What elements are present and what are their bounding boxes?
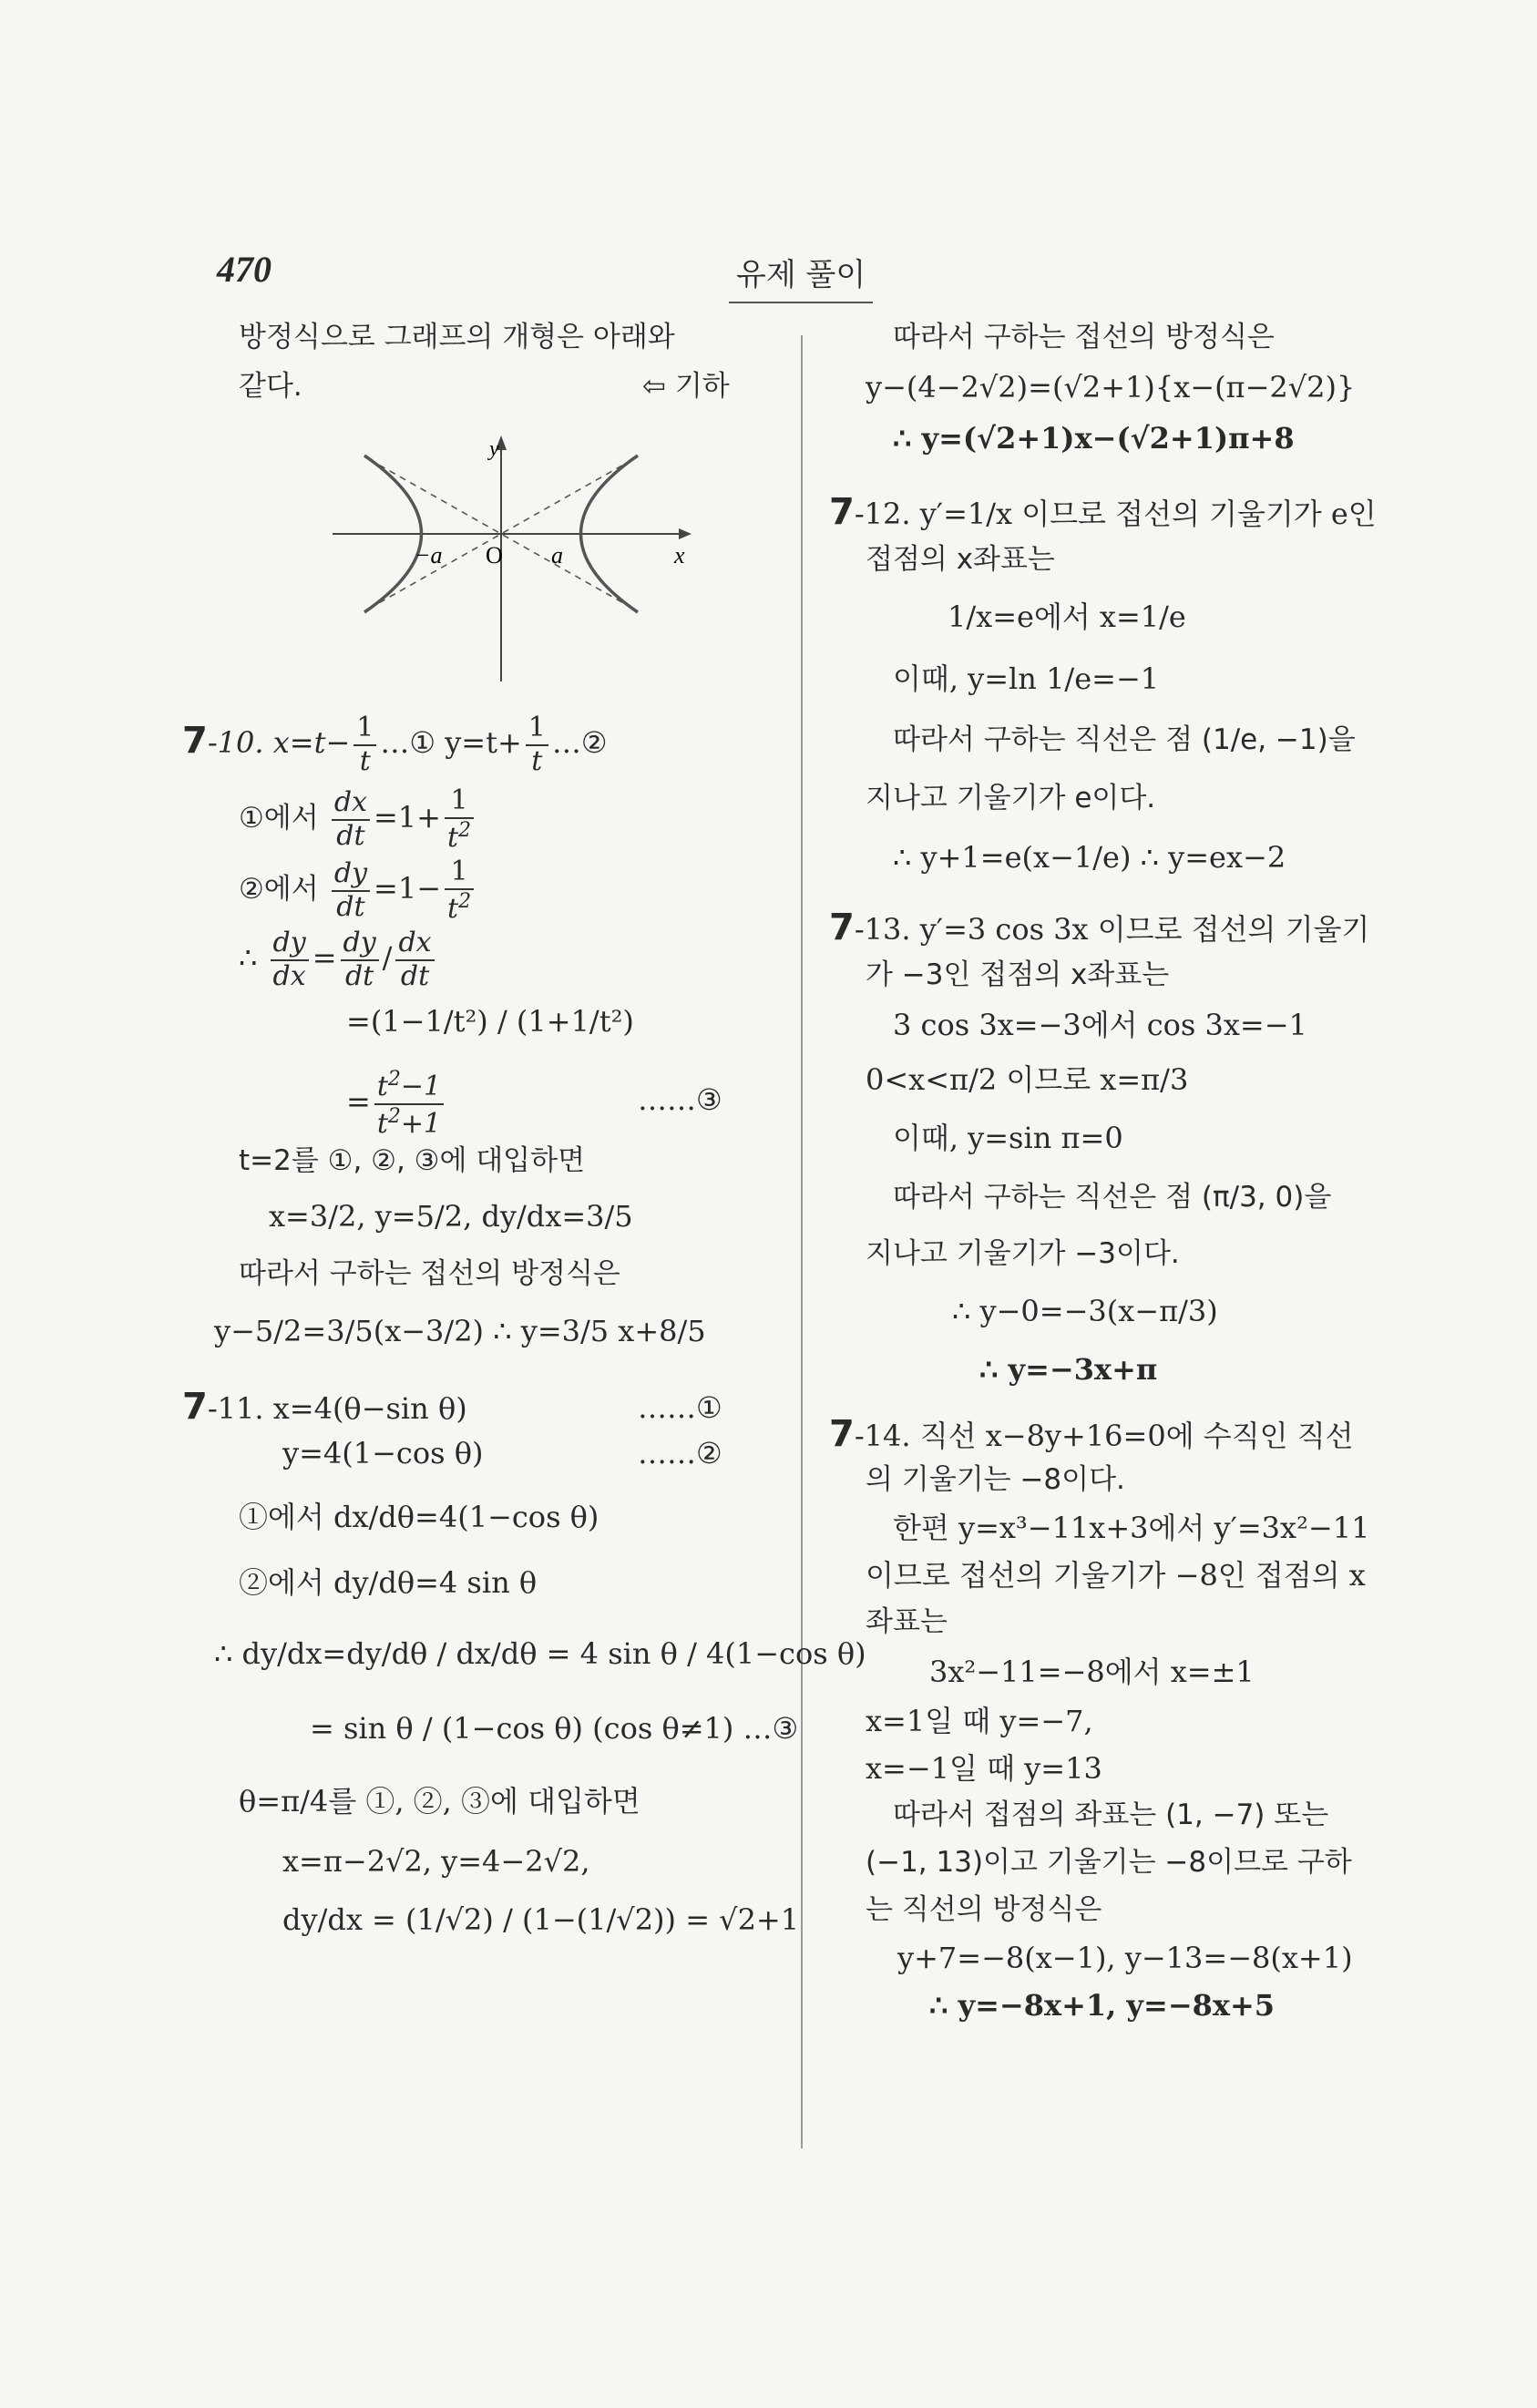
page-number: 470 bbox=[217, 249, 272, 290]
p14-line-12: y+7=−8(x−1), y−13=−8(x+1) bbox=[897, 1941, 1353, 1975]
p11-line-6: = sin θ / (1−cos θ) (cos θ≠1) …③ bbox=[310, 1711, 799, 1746]
p10-line-3: ②에서 $\frac{dy}{dt}$ =1− $\frac{1}{t^2}$ bbox=[239, 856, 477, 925]
problem-7-11-header bbox=[182, 1385, 467, 1429]
p13-line-6: 따라서 구하는 직선은 점 (π/3, 0)을 bbox=[893, 1181, 1332, 1214]
problem-7-10-header: 7-10. x=t− $\frac{1}{t}$ …① y=t+ $\frac{1}{t}$ …② bbox=[182, 712, 608, 777]
therefore-symbol: ∴ bbox=[239, 940, 258, 975]
p10-line-4: ∴ $\frac{dy}{dx}$ = $\frac{dy}{dt}$ / $\frac{dx}{dt}$ bbox=[239, 927, 438, 992]
p10-line-1: -10. x=t− bbox=[207, 725, 351, 760]
p11-line-3: ①에서 dx/dθ=4(1−cos θ) bbox=[239, 1500, 599, 1534]
p14-line-2: 의 기울기는 −8이다. bbox=[866, 1463, 1125, 1496]
p12-line-1: -12. y′=1/x 이므로 접선의 기울기가 e인 bbox=[854, 497, 1377, 531]
p10-line-1c: …② bbox=[551, 725, 608, 760]
graph-y-label: y bbox=[489, 437, 499, 461]
p11-line-1-tag: ……① bbox=[638, 1390, 722, 1425]
p10-line-6: = $\frac{t^2-1}{t^2+1}$ bbox=[346, 1068, 447, 1140]
graph-x-label: x bbox=[674, 542, 685, 569]
p10-line-9: 따라서 구하는 접선의 방정식은 bbox=[239, 1257, 620, 1290]
problem-number: 7 bbox=[182, 720, 208, 762]
p14-line-3: 한편 y=x³−11x+3에서 y′=3x²−11 bbox=[893, 1511, 1370, 1545]
p14-line-6: 3x²−11=−8에서 x=±1 bbox=[929, 1655, 1255, 1689]
p12-line-4: 이때, y=ln 1/e=−1 bbox=[893, 661, 1160, 696]
page-header bbox=[0, 248, 1537, 302]
p13-line-1: -13. y′=3 cos 3x 이므로 접선의 기울기 bbox=[854, 912, 1370, 947]
p13-line-9: ∴ y=−3x+π bbox=[979, 1352, 1158, 1387]
problem-number: 7 bbox=[829, 491, 855, 533]
p11-line-1: -11. x=4(θ−sin θ) bbox=[207, 1391, 467, 1426]
p10-line-6-tag: ……③ bbox=[638, 1082, 722, 1117]
p12-line-7: ∴ y+1=e(x−1/e) ∴ y=ex−2 bbox=[893, 840, 1286, 875]
p14-line-13: ∴ y=−8x+1, y=−8x+5 bbox=[929, 1988, 1276, 2023]
p13-line-4: 0<x<π/2 이므로 x=π/3 bbox=[866, 1062, 1189, 1097]
problem-7-14-header bbox=[829, 1412, 1354, 1456]
p10-line-10: y−5/2=3/5(x−3/2) ∴ y=3/5 x+8/5 bbox=[214, 1314, 706, 1348]
problem-7-12-header bbox=[829, 490, 1377, 534]
problem-number: 7 bbox=[829, 1413, 855, 1455]
p11-line-7: θ=π/4를 ①, ②, ③에 대입하면 bbox=[239, 1784, 640, 1819]
problem-number: 7 bbox=[182, 1386, 208, 1428]
p14-line-11: 는 직선의 방정식은 bbox=[866, 1893, 1102, 1926]
p12-line-6: 지나고 기울기가 e이다. bbox=[866, 782, 1156, 815]
p14-line-7: x=1일 때 y=−7, bbox=[866, 1704, 1093, 1738]
p11-line-8: x=π−2√2, y=4−2√2, bbox=[282, 1844, 590, 1879]
hyperbola-graph bbox=[333, 428, 706, 683]
p10-from-2: ②에서 bbox=[239, 873, 319, 906]
page-title: 유제 풀이 bbox=[729, 250, 873, 303]
p11c-line-2: y−(4−2√2)=(√2+1){x−(π−2√2)} bbox=[866, 370, 1356, 405]
p13-line-2: 가 −3인 접점의 x좌표는 bbox=[866, 958, 1170, 991]
p12-line-5: 따라서 구하는 직선은 점 (1/e, −1)을 bbox=[893, 723, 1356, 756]
p11c-line-3: ∴ y=(√2+1)x−(√2+1)π+8 bbox=[893, 421, 1295, 456]
p12-line-3: 1/x=e에서 x=1/e bbox=[948, 599, 1186, 634]
graph-pos-a-label: a bbox=[551, 542, 563, 569]
p10-line-1b: …① y=t+ bbox=[380, 725, 522, 760]
problem-7-13-header bbox=[829, 906, 1369, 949]
p11c-line-1: 따라서 구하는 접선의 방정식은 bbox=[893, 321, 1275, 354]
graph-origin-label: O bbox=[486, 542, 503, 569]
intro-line-2: 같다. bbox=[239, 370, 302, 403]
p10-line-8: x=3/2, y=5/2, dy/dx=3/5 bbox=[269, 1199, 633, 1234]
p11-line-5: ∴ dy/dx=dy/dθ / dx/dθ = 4 sin θ / 4(1−cos θ) bbox=[214, 1636, 866, 1671]
p14-line-4: 이므로 접선의 기울기가 −8인 접점의 x bbox=[866, 1558, 1366, 1593]
p13-line-7: 지나고 기울기가 −3이다. bbox=[866, 1237, 1180, 1270]
p11-line-2-tag: ……② bbox=[638, 1436, 722, 1470]
p14-line-8: x=−1일 때 y=13 bbox=[866, 1751, 1102, 1786]
p12-line-2: 접점의 x좌표는 bbox=[866, 543, 1055, 576]
p10-line-7: t=2를 ①, ②, ③에 대입하면 bbox=[239, 1144, 586, 1177]
p13-line-8: ∴ y−0=−3(x−π/3) bbox=[952, 1294, 1218, 1328]
p14-line-9: 따라서 접점의 좌표는 (1, −7) 또는 bbox=[893, 1798, 1329, 1831]
p11-line-2: y=4(1−cos θ) bbox=[282, 1436, 484, 1470]
column-divider bbox=[801, 335, 803, 2148]
p11-line-9: dy/dx = (1/√2) / (1−(1/√2)) = √2+1 bbox=[282, 1902, 800, 1937]
graph-neg-a-label: −a bbox=[415, 542, 443, 569]
intro-line-1: 방정식으로 그래프의 개형은 아래와 bbox=[239, 321, 675, 354]
p11-line-4: ②에서 dy/dθ=4 sin θ bbox=[239, 1565, 538, 1600]
p13-line-5: 이때, y=sin π=0 bbox=[893, 1121, 1123, 1155]
p14-line-1: -14. 직선 x−8y+16=0에 수직인 직선 bbox=[854, 1419, 1354, 1453]
p10-line-2: ①에서 $\frac{dx}{dt}$ =1+ $\frac{1}{t^2}$ bbox=[239, 785, 477, 854]
p13-line-3: 3 cos 3x=−3에서 cos 3x=−1 bbox=[893, 1008, 1307, 1042]
p10-from-1: ①에서 bbox=[239, 802, 319, 835]
p10-line-5: =(1−1/t²) / (1+1/t²) bbox=[346, 1004, 634, 1039]
reference-tag: ⇦ 기하 bbox=[642, 370, 730, 403]
p14-line-10: (−1, 13)이고 기울기는 −8이므로 구하 bbox=[866, 1846, 1352, 1879]
p14-line-5: 좌표는 bbox=[866, 1605, 948, 1638]
problem-number: 7 bbox=[829, 907, 855, 948]
